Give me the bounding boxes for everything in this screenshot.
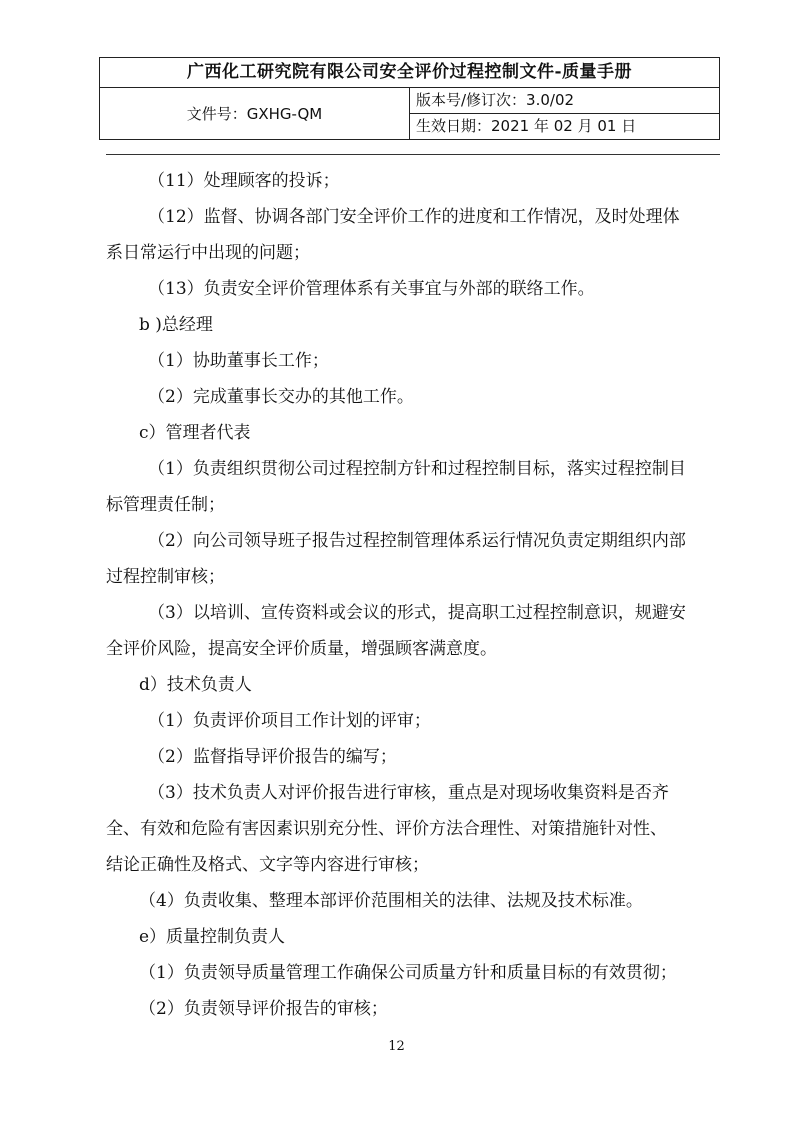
document-header-table [99,57,720,140]
body-line: （2）完成董事长交办的其他工作。 [148,387,414,407]
section-heading: e）质量控制负责人 [139,927,286,947]
document-number: 文件号：GXHG-QM [100,88,410,140]
document-body [106,163,736,1027]
body-line: 结论正确性及格式、文字等内容进行审核； [106,855,429,875]
body-line: （2）向公司领导班子报告过程控制管理体系运行情况负责定期组织内部 [148,531,686,551]
body-line: （1）负责组织贯彻公司过程控制方针和过程控制目标，落实过程控制目 [148,459,686,479]
version-number: 版本号/修订次：3.0/02 [410,88,720,114]
body-line: （2）监督指导评价报告的编写； [148,747,397,767]
page-number: 12 [388,1039,405,1054]
body-line: 标管理责任制； [106,495,225,515]
body-line: 全、有效和危险有害因素识别充分性、评价方法合理性、对策措施针对性、 [106,819,667,839]
body-line: （4）负责收集、整理本部评价范围相关的法律、法规及技术标准。 [139,891,643,911]
document-title: 广西化工研究院有限公司安全评价过程控制文件-质量手册 [100,58,720,88]
header-divider [106,154,720,155]
body-line: （13）负责安全评价管理体系有关事宜与外部的联络工作。 [148,279,595,299]
body-line: 过程控制审核； [106,567,225,587]
body-line: 系日常运行中出现的问题； [106,243,310,263]
effective-date: 生效日期：2021 年 02 月 01 日 [410,114,720,140]
section-heading: c）管理者代表 [139,423,251,443]
body-line: （1）协助董事长工作； [148,351,329,371]
body-line: （1）负责领导质量管理工作确保公司质量方针和质量目标的有效贯彻； [139,963,677,983]
body-line: （3）技术负责人对评价报告进行审核，重点是对现场收集资料是否齐 [148,783,669,803]
section-heading: d）技术负责人 [139,675,252,695]
body-line: （11）处理顾客的投诉； [148,171,340,191]
section-heading: b )总经理 [139,315,213,335]
body-line: （1）负责评价项目工作计划的评审； [148,711,431,731]
body-line: （12）监督、协调各部门安全评价工作的进度和工作情况，及时处理体 [148,207,680,227]
body-line: （3）以培训、宣传资料或会议的形式，提高职工过程控制意识，规避安 [148,603,686,623]
body-line: （2）负责领导评价报告的审核； [139,999,388,1019]
body-line: 全评价风险，提高安全评价质量，增强顾客满意度。 [106,639,497,659]
